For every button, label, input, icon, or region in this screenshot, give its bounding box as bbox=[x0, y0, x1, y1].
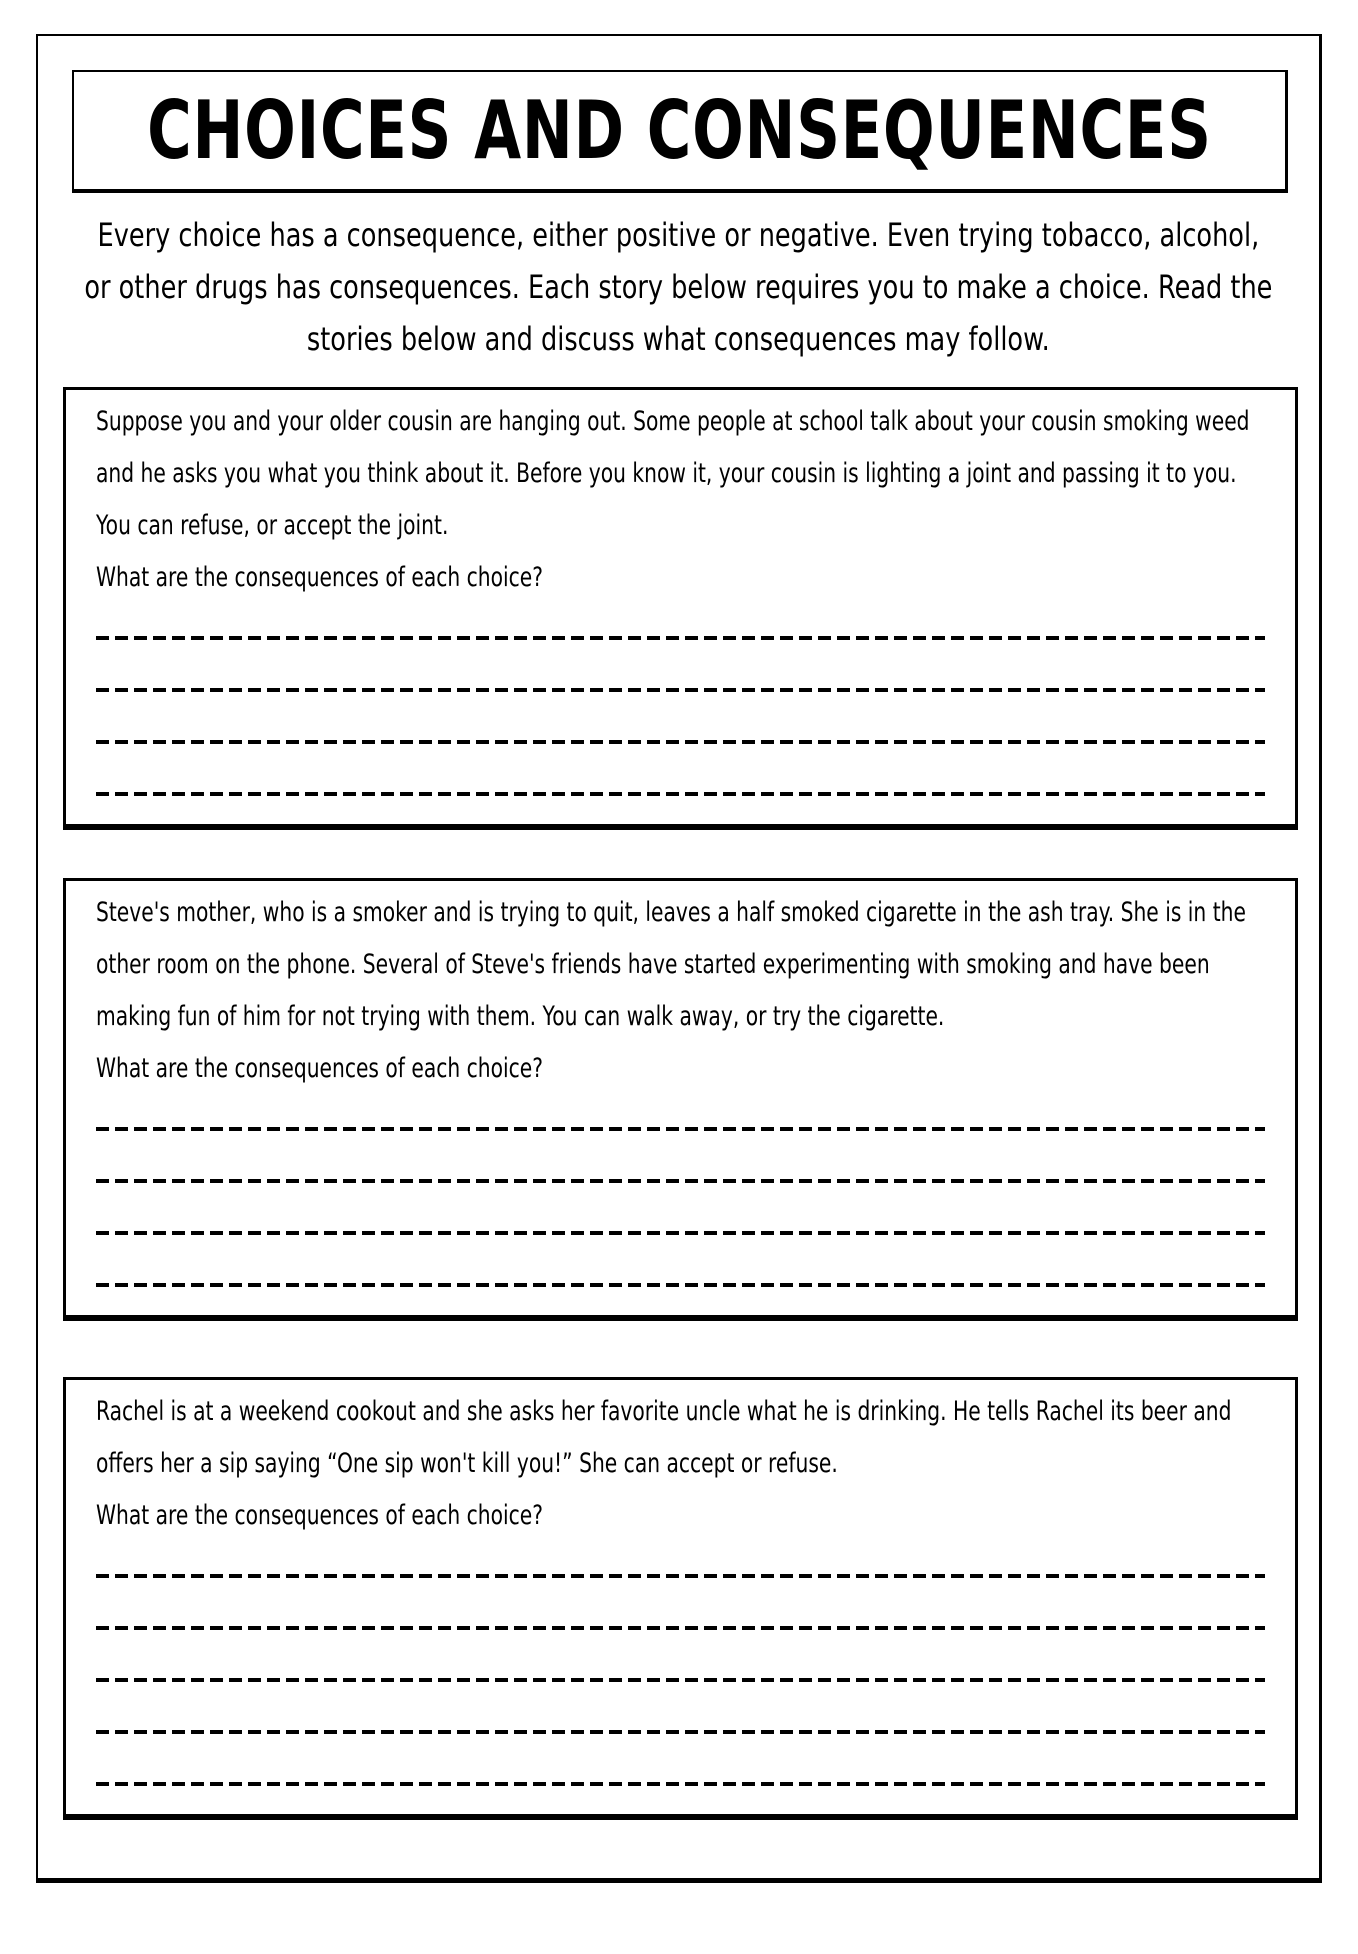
answer-lines bbox=[96, 1103, 1265, 1311]
story-text: Rachel is at a weekend cookout and she asks her favorite uncle what he is drinking. He tells Rachel its beer and offers her a sip saying “One sip won't kill you!” She can accept or refuse. bbox=[96, 1396, 1232, 1479]
question-text: What are the consequences of each choice? bbox=[96, 1053, 543, 1084]
story-text: Steve's mother, who is a smoker and is trying to quit, leaves a half smoked cigarette in the ash tray. She is in the other room on the phone. Several of Steve's friends have started experimenting with smoking and have been making fun of him for not trying with them. You can walk away, or try the cigarette. bbox=[96, 897, 1246, 1032]
answer-line bbox=[96, 716, 1265, 768]
page-title-text: CHOICES AND CONSEQUENCES bbox=[147, 83, 1212, 177]
answer-line-rule bbox=[96, 688, 1265, 692]
answer-lines bbox=[96, 1550, 1265, 1810]
answer-line-rule bbox=[96, 1678, 1265, 1682]
answer-line-rule bbox=[96, 1231, 1265, 1235]
answer-line bbox=[96, 612, 1265, 664]
story-box-1 bbox=[63, 387, 1298, 830]
story-box-3 bbox=[63, 1377, 1298, 1820]
answer-line bbox=[96, 664, 1265, 716]
story-box-2 bbox=[63, 878, 1298, 1321]
answer-line bbox=[96, 768, 1265, 820]
answer-line-rule bbox=[96, 1574, 1265, 1578]
answer-line bbox=[96, 1602, 1265, 1654]
answer-line-rule bbox=[96, 1283, 1265, 1287]
intro-text: Every choice has a consequence, either positive or negative. Even trying tobacco, alcohol, or other drugs has consequences. Each story below requires you to make a choice. Read the stories below and discuss what consequences may follow. bbox=[84, 216, 1273, 358]
answer-line bbox=[96, 1550, 1265, 1602]
answer-lines bbox=[96, 612, 1265, 820]
answer-line-rule bbox=[96, 1626, 1265, 1630]
answer-line bbox=[96, 1654, 1265, 1706]
question-text: What are the consequences of each choice? bbox=[96, 562, 543, 593]
page-title bbox=[36, 83, 1322, 177]
answer-line bbox=[96, 1155, 1265, 1207]
intro-paragraph bbox=[83, 209, 1274, 365]
story-text: Suppose you and your older cousin are hanging out. Some people at school talk about your cousin smoking weed and he asks you what you think about it. Before you know it, your cousin is lighting a joint and passing it to you. You can refuse, or accept the joint. bbox=[96, 406, 1250, 541]
answer-line-rule bbox=[96, 740, 1265, 744]
title-box bbox=[72, 70, 1288, 193]
answer-line bbox=[96, 1758, 1265, 1810]
answer-line-rule bbox=[96, 792, 1265, 796]
answer-line bbox=[96, 1207, 1265, 1259]
answer-line-rule bbox=[96, 636, 1265, 640]
answer-line-rule bbox=[96, 1782, 1265, 1786]
answer-line-rule bbox=[96, 1127, 1265, 1131]
answer-line-rule bbox=[96, 1730, 1265, 1734]
question-text: What are the consequences of each choice? bbox=[96, 1500, 543, 1531]
answer-line bbox=[96, 1259, 1265, 1311]
answer-line bbox=[96, 1706, 1265, 1758]
answer-line bbox=[96, 1103, 1265, 1155]
answer-line-rule bbox=[96, 1179, 1265, 1183]
worksheet-page bbox=[36, 34, 1322, 1883]
